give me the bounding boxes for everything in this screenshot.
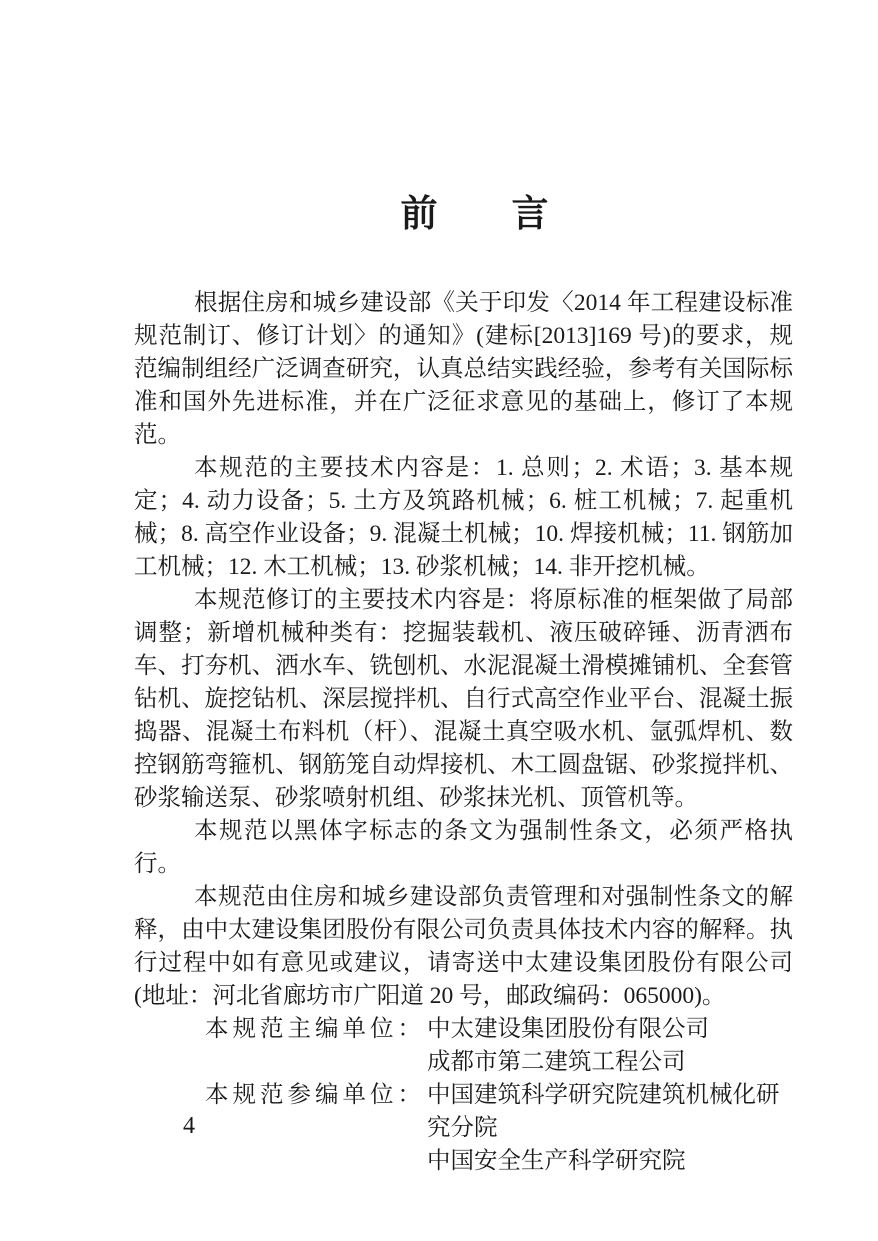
participating-editor-label: 本规范参编单位： (205, 1082, 425, 1108)
paragraph-main-contents: 本规范的主要技术内容是：1. 总则；2. 术语；3. 基本规定；4. 动力设备；5. 土方及筑路机械；6. 桩工机械；7. 起重机械；8. 高空作业设备；9. 混凝土机械；10. 焊接机械；11. 钢筋加工机械；12. 木工机械；13. 砂浆机械；14. 非开挖机械。 (134, 455, 793, 580)
credit-organization: 成都市第二建筑工程公司 (427, 1049, 686, 1075)
paragraph-revision-contents: 本规范修订的主要技术内容是：将原标准的框架做了局部调整；新增机械种类有：挖掘装载机、液压破碎锤、沥青洒布车、打夯机、洒水车、铣刨机、水泥混凝土滑模摊铺机、全套管钻机、旋挖钻机、深层搅拌机、自行式高空作业平台、混凝土振捣器、混凝土布料机（杆）、混凝土真空吸水机、氩弧焊机、数控钢筋弯箍机、钢筋笼自动焊接机、木工圆盘锯、砂浆搅拌机、砂浆输送泵、砂浆喷射机组、砂浆抹光机、顶管机等。 (134, 587, 793, 811)
chief-editor-row (134, 1013, 793, 1079)
paragraph-administration: 本规范由住房和城乡建设部负责管理和对强制性条文的解释，由中太建设集团股份有限公司负责具体技术内容的解释。执行过程中如有意见或建议，请寄送中太建设集团股份有限公司(地址：河北省廊坊市广阳道 20 号，邮政编码：065000)。 (134, 884, 793, 1009)
credit-organization: 中国建筑科学研究院建筑机械化研究分院 (427, 1082, 780, 1141)
participating-editor-row (134, 1079, 793, 1178)
paragraph-mandatory-provisions: 本规范以黑体字标志的条文为强制性条文，必须严格执行。 (134, 818, 793, 877)
chief-editor-organizations (427, 1013, 793, 1079)
preface-title: 前 言 (400, 194, 549, 235)
credit-organization: 中国安全生产科学研究院 (427, 1148, 686, 1174)
preface-body (134, 287, 793, 1178)
paragraph-basis: 根据住房和城乡建设部《关于印发〈2014 年工程建设标准规范制订、修订计划〉的通知》(建标[2013]169 号)的要求，规范编制组经广泛调查研究，认真总结实践经验，参考有关国际标准和国外先进标准，并在广泛征求意见的基础上，修订了本规范。 (134, 290, 793, 448)
credits-block (134, 1013, 793, 1178)
page-number: 4 (183, 1113, 195, 1139)
credit-organization: 中太建设集团股份有限公司 (427, 1016, 709, 1042)
chief-editor-label: 本规范主编单位： (205, 1016, 425, 1042)
participating-editor-organizations (427, 1079, 793, 1178)
